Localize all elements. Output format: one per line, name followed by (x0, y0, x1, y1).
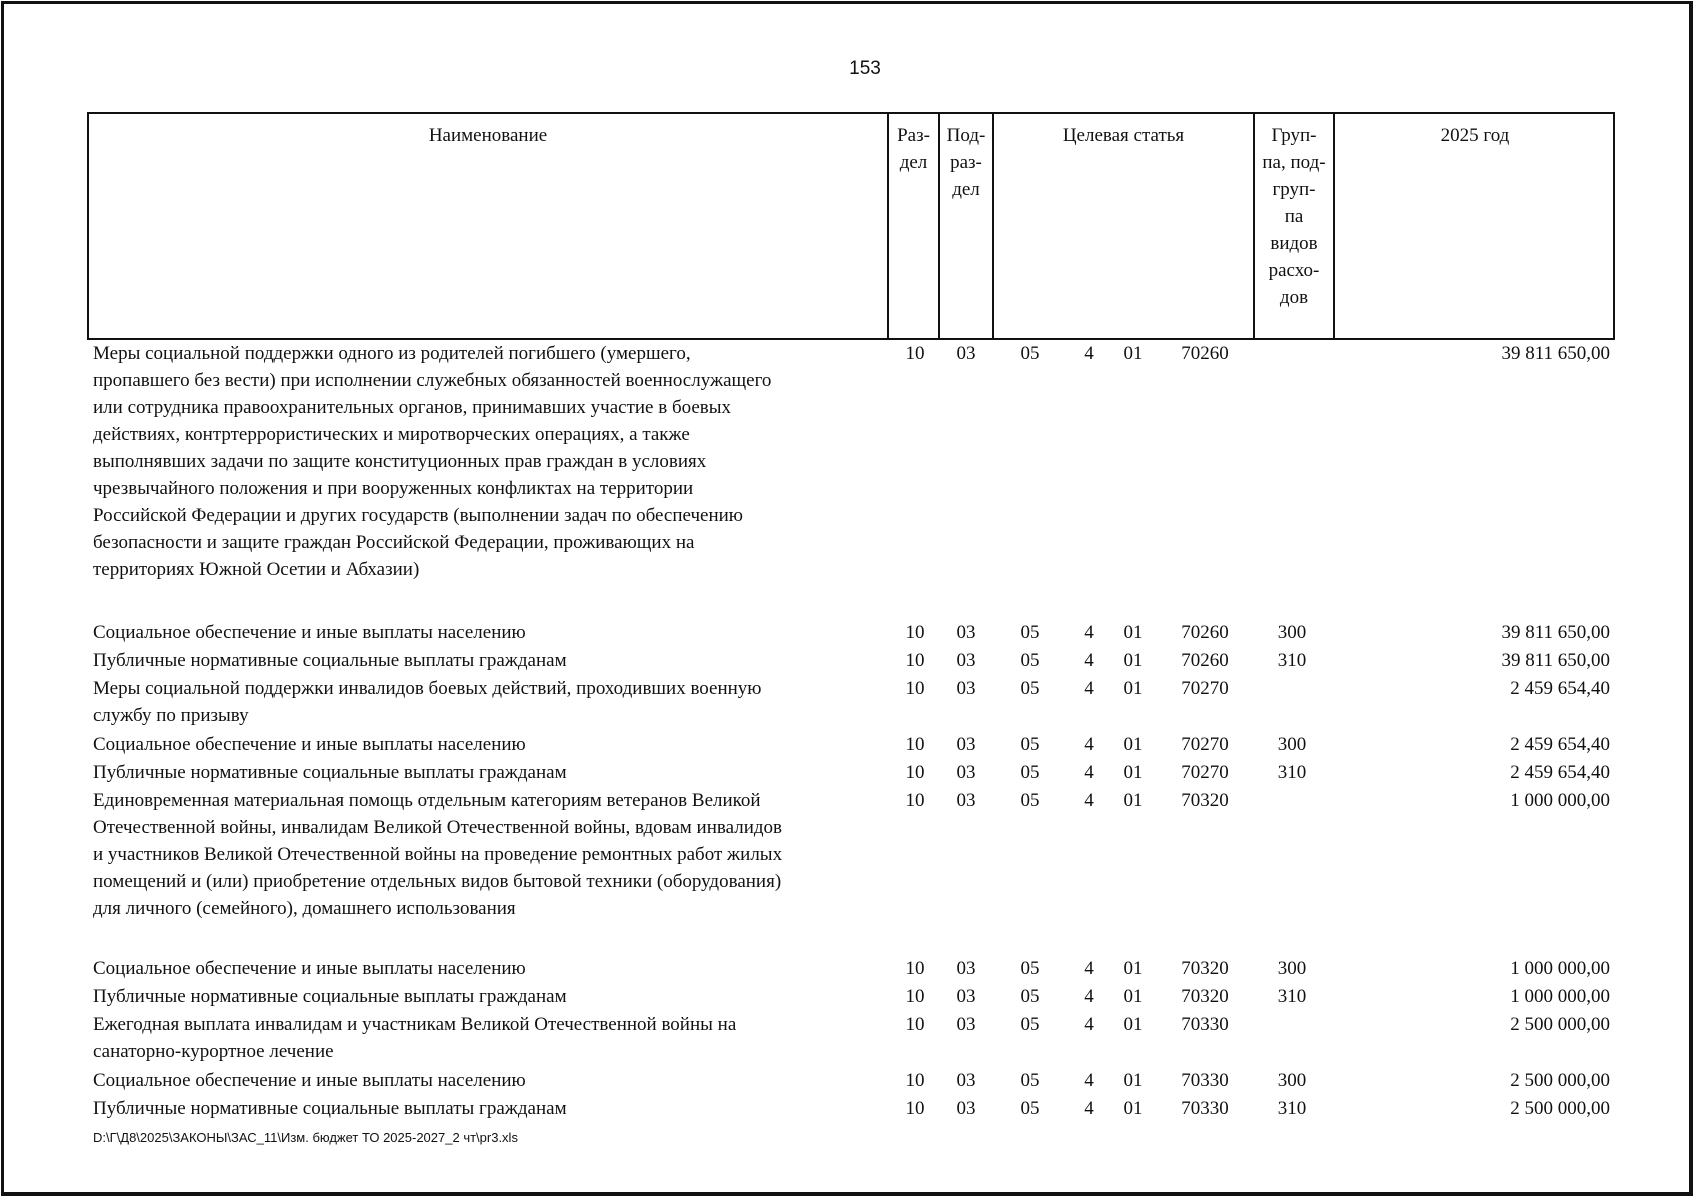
row-target-program: 05 (1020, 622, 1040, 643)
row-razdel: 10 (905, 762, 925, 783)
row-amount: 2 500 000,00 (1510, 1014, 1610, 1035)
row-name-line: Публичные нормативные социальные выплаты гражданам (93, 1098, 567, 1119)
row-target-type: 4 (1084, 986, 1094, 1007)
row-amount: 39 811 650,00 (1501, 343, 1610, 364)
row-podrazdel: 03 (956, 678, 976, 699)
row-target-direction: 70270 (1181, 678, 1229, 699)
row-target-subprogram: 01 (1123, 622, 1143, 643)
row-amount: 39 811 650,00 (1501, 622, 1610, 643)
row-target-type: 4 (1084, 1070, 1094, 1091)
row-target-subprogram: 01 (1123, 762, 1143, 783)
row-target-subprogram: 01 (1123, 678, 1143, 699)
row-razdel: 10 (905, 1098, 925, 1119)
row-target-program: 05 (1020, 1098, 1040, 1119)
row-razdel: 10 (905, 790, 925, 811)
row-name (93, 787, 883, 922)
header-group-line: па (1284, 206, 1304, 227)
row-razdel: 10 (905, 343, 925, 364)
row-target-type: 4 (1084, 622, 1094, 643)
row-name-line: чрезвычайного положения и при вооруженных конфликтах на территории (93, 478, 694, 499)
row-group: 300 (1277, 734, 1307, 755)
row-name-line: пропавшего без вести) при исполнении служебных обязанностей военнослужащего (93, 370, 772, 391)
row-target-subprogram: 01 (1123, 650, 1143, 671)
row-target-program: 05 (1020, 762, 1040, 783)
header-group-line: па, под- (1262, 152, 1326, 173)
row-name-line: Публичные нормативные социальные выплаты гражданам (93, 762, 567, 783)
row-target-program: 05 (1020, 1070, 1040, 1091)
header-group-line: груп- (1272, 179, 1316, 200)
row-amount: 1 000 000,00 (1510, 790, 1610, 811)
row-name-line: Социальное обеспечение и иные выплаты населению (93, 734, 526, 755)
row-name (93, 731, 883, 758)
row-name-line: Единовременная материальная помощь отдельным категориям ветеранов Великой (93, 790, 761, 811)
row-amount: 2 500 000,00 (1510, 1070, 1610, 1091)
row-amount: 39 811 650,00 (1501, 650, 1610, 671)
row-name-line: Социальное обеспечение и иные выплаты населению (93, 958, 526, 979)
row-target-program: 05 (1020, 678, 1040, 699)
row-name (93, 983, 883, 1010)
row-razdel: 10 (905, 1070, 925, 1091)
header-year: 2025 год (1440, 125, 1510, 146)
row-group: 310 (1277, 1098, 1307, 1119)
row-group: 300 (1277, 622, 1307, 643)
row-target-program: 05 (1020, 734, 1040, 755)
row-target-subprogram: 01 (1123, 734, 1143, 755)
row-group: 310 (1277, 762, 1307, 783)
row-target-direction: 70330 (1181, 1070, 1229, 1091)
row-target-direction: 70260 (1181, 650, 1229, 671)
row-target-subprogram: 01 (1123, 1098, 1143, 1119)
row-target-direction: 70260 (1181, 343, 1229, 364)
row-target-type: 4 (1084, 790, 1094, 811)
row-target-program: 05 (1020, 790, 1040, 811)
row-podrazdel: 03 (956, 1070, 976, 1091)
row-group: 300 (1277, 1070, 1307, 1091)
row-amount: 1 000 000,00 (1510, 958, 1610, 979)
row-name-line: и участников Великой Отечественной войны на проведение ремонтных работ жилых (93, 844, 783, 865)
row-target-subprogram: 01 (1123, 958, 1143, 979)
row-name-line: санаторно-курортное лечение (93, 1041, 334, 1062)
row-name (93, 1067, 883, 1094)
row-target-type: 4 (1084, 734, 1094, 755)
row-podrazdel: 03 (956, 762, 976, 783)
row-name-line: для личного (семейного), домашнего использования (93, 898, 516, 919)
row-name-line: службу по призыву (93, 705, 249, 726)
row-podrazdel: 03 (956, 790, 976, 811)
header-podrazdel-line: раз- (950, 152, 982, 173)
header-target-article: Целевая статья (1062, 125, 1185, 146)
row-group: 300 (1277, 958, 1307, 979)
header-group (1255, 122, 1333, 311)
row-name-line: Публичные нормативные социальные выплаты гражданам (93, 650, 567, 671)
row-target-program: 05 (1020, 1014, 1040, 1035)
row-razdel: 10 (905, 986, 925, 1007)
row-target-subprogram: 01 (1123, 1014, 1143, 1035)
header-group-line: дов (1279, 287, 1309, 308)
row-name-line: Российской Федерации и других государств (выполнении задач по обеспечению (93, 505, 743, 526)
row-amount: 2 459 654,40 (1510, 762, 1610, 783)
header-group-line: Груп- (1271, 125, 1317, 146)
row-name (93, 675, 883, 729)
row-group: 310 (1277, 650, 1307, 671)
row-target-direction: 70270 (1181, 734, 1229, 755)
row-name-line: действиях, контртеррористических и миротворческих операциях, а также (93, 424, 690, 445)
row-target-direction: 70330 (1181, 1098, 1229, 1119)
header-group-line: видов (1270, 233, 1318, 254)
row-name-line: помещений и (или) приобретение отдельных видов бытовой техники (оборудования) (93, 871, 782, 892)
header-podrazdel-line: Под- (946, 125, 986, 146)
row-name (93, 619, 883, 646)
row-name-line: Социальное обеспечение и иные выплаты населению (93, 1070, 526, 1091)
row-name-line: Социальное обеспечение и иные выплаты населению (93, 622, 526, 643)
row-podrazdel: 03 (956, 1014, 976, 1035)
row-target-subprogram: 01 (1123, 790, 1143, 811)
row-target-type: 4 (1084, 678, 1094, 699)
row-razdel: 10 (905, 958, 925, 979)
row-name-line: Отечественной войны, инвалидам Великой Отечественной войны, вдовам инвалидов (93, 817, 783, 838)
row-name (93, 759, 883, 786)
row-podrazdel: 03 (956, 734, 976, 755)
header-razdel-line: дел (899, 152, 928, 173)
row-name-line: или сотрудника правоохранительных органов, принимавших участие в боевых (93, 397, 732, 418)
row-target-program: 05 (1020, 343, 1040, 364)
row-target-type: 4 (1084, 1014, 1094, 1035)
row-target-type: 4 (1084, 343, 1094, 364)
row-name (93, 955, 883, 982)
header-group-line: расхо- (1268, 260, 1320, 281)
row-name (93, 340, 883, 583)
row-target-program: 05 (1020, 986, 1040, 1007)
row-podrazdel: 03 (956, 986, 976, 1007)
row-target-program: 05 (1020, 650, 1040, 671)
row-target-direction: 70320 (1181, 958, 1229, 979)
row-target-direction: 70320 (1181, 986, 1229, 1007)
row-group: 310 (1277, 986, 1307, 1007)
row-podrazdel: 03 (956, 958, 976, 979)
row-name (93, 647, 883, 674)
row-target-type: 4 (1084, 958, 1094, 979)
row-podrazdel: 03 (956, 650, 976, 671)
row-target-direction: 70270 (1181, 762, 1229, 783)
footer-file-path: D:\Г\Д8\2025\ЗАКОНЫ\ЗАС_11\Изм. бюджет ТО 2025-2027_2 чт\pr3.xls (93, 1130, 518, 1145)
header-razdel-line: Раз- (897, 125, 930, 146)
table-header (87, 112, 1615, 340)
row-target-type: 4 (1084, 762, 1094, 783)
row-target-subprogram: 01 (1123, 986, 1143, 1007)
row-name-line: выполнявших задачи по защите конституционных прав граждан в условиях (93, 451, 707, 472)
row-razdel: 10 (905, 622, 925, 643)
row-razdel: 10 (905, 650, 925, 671)
row-target-subprogram: 01 (1123, 343, 1143, 364)
row-target-subprogram: 01 (1123, 1070, 1143, 1091)
row-name-line: Меры социальной поддержки одного из родителей погибшего (умершего, (93, 343, 691, 364)
header-razdel (889, 122, 938, 176)
row-amount: 2 459 654,40 (1510, 734, 1610, 755)
row-name-line: Ежегодная выплата инвалидам и участникам Великой Отечественной войны на (93, 1014, 737, 1035)
row-target-direction: 70260 (1181, 622, 1229, 643)
row-amount: 1 000 000,00 (1510, 986, 1610, 1007)
row-name (93, 1095, 883, 1122)
row-name-line: Публичные нормативные социальные выплаты гражданам (93, 986, 567, 1007)
row-razdel: 10 (905, 678, 925, 699)
row-razdel: 10 (905, 734, 925, 755)
row-name-line: безопасности и защите граждан Российской Федерации, проживающих на (93, 532, 695, 553)
header-podrazdel (940, 122, 992, 203)
row-razdel: 10 (905, 1014, 925, 1035)
row-amount: 2 459 654,40 (1510, 678, 1610, 699)
row-name (93, 1011, 883, 1065)
header-podrazdel-line: дел (952, 179, 980, 200)
row-name-line: Меры социальной поддержки инвалидов боевых действий, проходивших военную (93, 678, 762, 699)
row-amount: 2 500 000,00 (1510, 1098, 1610, 1119)
row-name-line: территориях Южной Осетии и Абхазии) (93, 559, 420, 580)
row-podrazdel: 03 (956, 343, 976, 364)
row-target-direction: 70320 (1181, 790, 1229, 811)
page-number: 153 (849, 58, 881, 79)
row-target-program: 05 (1020, 958, 1040, 979)
row-target-type: 4 (1084, 650, 1094, 671)
row-target-type: 4 (1084, 1098, 1094, 1119)
row-podrazdel: 03 (956, 1098, 976, 1119)
header-name: Наименование (428, 125, 548, 146)
row-podrazdel: 03 (956, 622, 976, 643)
row-target-direction: 70330 (1181, 1014, 1229, 1035)
